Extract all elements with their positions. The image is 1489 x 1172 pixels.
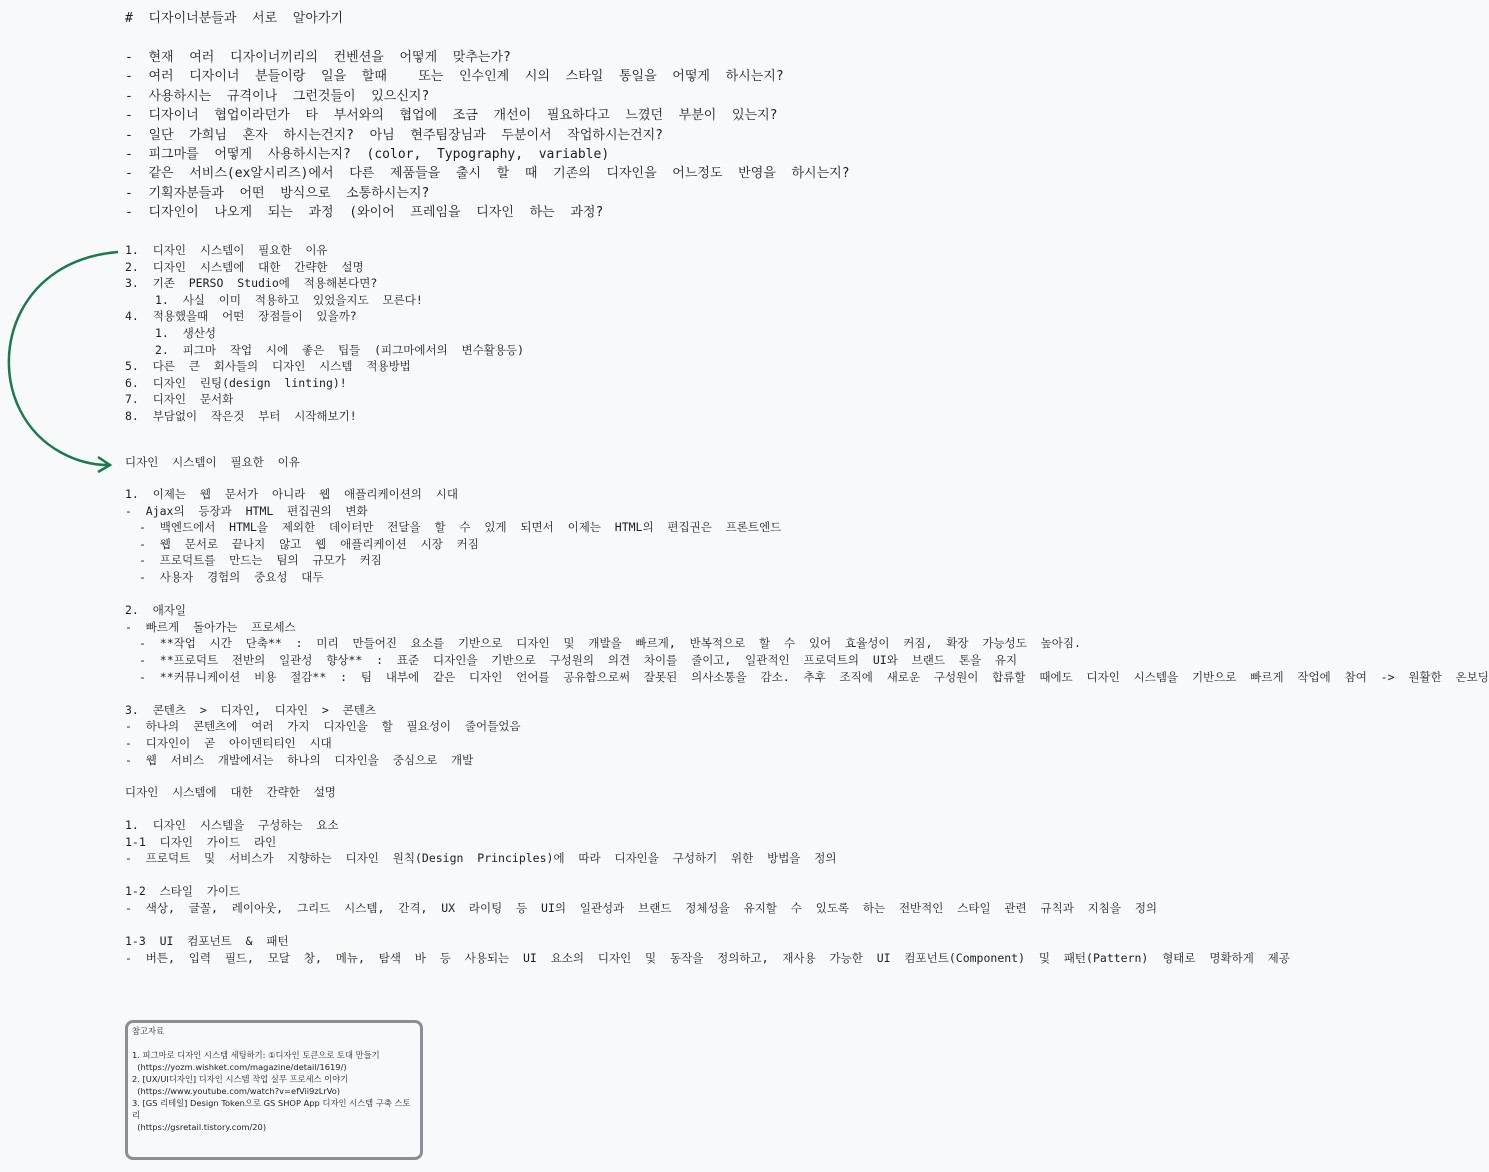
reason-item: - 백엔드에서 HTML을 제외한 데이터만 전달을 할 수 있게 되면서 이제는 HTML의 편집권은 프론트엔드 <box>139 520 782 535</box>
question-item: - 일단 가희님 혼자 하시는건지? 아님 현주팀장님과 두분이서 작업하시는건지? <box>125 127 664 143</box>
reference-item[interactable]: (https://www.youtube.com/watch?v=efVii9zLrVo) <box>132 1086 341 1096</box>
outline-item: 7. 디자인 문서화 <box>125 392 234 407</box>
reference-item[interactable]: (https://gsretail.tistory.com/20) <box>132 1122 267 1132</box>
reason-item: 3. 콘텐츠 > 디자인, 디자인 > 콘텐츠 <box>125 702 377 717</box>
description-item: - 버튼, 입력 필드, 모달 창, 메뉴, 탐색 바 등 사용되는 UI 요소의 디자인 및 동작을 정의하고, 재사용 가능한 UI 컴포넌트(Component) 및 패턴(Pattern) 형태로 명확하게 제공 <box>125 950 1290 965</box>
reason-item: - 하나의 콘텐츠에 여러 가지 디자인을 할 필요성이 줄어들었음 <box>125 719 521 734</box>
description-list <box>125 817 1290 966</box>
description-item: - 프로덕트 및 서비스가 지향하는 디자인 원칙(Design Principles)에 따라 디자인을 구성하기 위한 방법을 정의 <box>125 851 837 866</box>
reason-item: - Ajax의 등장과 HTML 편집권의 변화 <box>125 503 368 518</box>
question-item: - 디자이너 협업이라던가 타 부서와의 협업에 조금 개선이 필요하다고 느꼈던 부분이 있는지? <box>125 108 778 124</box>
reason-item: - **커뮤니케이션 비용 절감** : 팀 내부에 같은 디자인 언어를 공유함으로써 잘못된 의사소통을 감소. 추후 조직에 새로운 구성원이 합류할 때에도 디자인 시스템을 기반으로 빠르게 작업에 참여 -> 원활한 온보딩 <box>139 669 1489 684</box>
question-item: - 여러 디자이너 분들이랑 일을 할때 또는 인수인계 시의 스타일 통일을 어떻게 하시는지? <box>125 69 784 85</box>
description-item: 1-2 스타일 가이드 <box>125 884 241 899</box>
outline-item: 4. 적용했을때 어떤 장점들이 있을까? <box>125 309 357 324</box>
outline-item: 3. 기존 PERSO Studio에 적용해본다면? <box>125 276 378 291</box>
reason-item: 1. 이제는 웹 문서가 아니라 웹 애플리케이션의 시대 <box>125 487 458 501</box>
reference-item[interactable]: (https://yozm.wishket.com/magazine/detail/1619/) <box>132 1062 347 1072</box>
blank-line <box>125 586 1489 603</box>
outline-item: 5. 다른 큰 회사들의 디자인 시스템 적용방법 <box>125 359 411 374</box>
blank-line <box>125 867 1290 884</box>
question-item: - 기획자분들과 어떤 방식으로 소통하시는지? <box>125 185 430 201</box>
description-item: - 색상, 글꼴, 레이아웃, 그리드 시스템, 간격, UX 라이팅 등 UI의 일관성과 브랜드 정체성을 유지할 수 있도록 하는 전반적인 스타일 관련 규칙과 지침을 정의 <box>125 900 1158 915</box>
outline-item: 2. 디자인 시스템에 대한 간략한 설명 <box>125 259 364 274</box>
outline-item: 2. 피그마 작업 시에 좋은 팁들 (피그마에서의 변수활용등) <box>155 342 525 357</box>
reasons-list <box>125 486 1489 768</box>
reference-list <box>132 1049 416 1133</box>
outline-item: 6. 디자인 린팅(design linting)! <box>125 375 347 390</box>
reference-box <box>125 1020 423 1160</box>
outline-item: 8. 부담없이 작은것 부터 시작해보기! <box>125 408 357 423</box>
outline-item: 1. 사실 이미 적용하고 있었을지도 모른다! <box>155 292 423 307</box>
reference-title: 참고자료 <box>132 1026 165 1036</box>
reference-item: 1. 피그마로 디자인 시스템 세팅하기: ①디자인 토큰으로 토대 만들기 <box>132 1050 380 1060</box>
reference-item: 2. [UX/UI디자인] 디자인 시스템 작업 실무 프로세스 이야기 <box>132 1074 349 1084</box>
page-title: # 디자이너분들과 서로 알아가기 <box>125 11 344 26</box>
reason-item: - **작업 시간 단축** : 미리 만들어진 요소를 기반으로 디자인 및 개발을 빠르게, 반복적으로 할 수 있어 효율성이 커짐, 확장 가능성도 높아짐. <box>139 636 1081 651</box>
outline-item: 1. 생산성 <box>155 325 217 340</box>
description-heading: 디자인 시스템에 대한 간략한 설명 <box>125 785 336 799</box>
question-item: - 같은 서비스(ex알시리즈)에서 다른 제품들을 출시 할 때 기존의 디자인을 어느정도 반영을 하시는지? <box>125 166 850 182</box>
question-item: - 피그마를 어떻게 사용하시는지? (color, Typography, variable) <box>125 147 610 163</box>
outline-item: 1. 디자인 시스템이 필요한 이유 <box>125 243 328 257</box>
reason-item: 2. 애자일 <box>125 603 187 618</box>
reason-item: - **프로덕트 전반의 일관성 향상** : 표준 디자인을 기반으로 구성원의 의견 차이를 줄이고, 일관적인 프로덕트의 UI와 브랜드 톤을 유지 <box>139 652 1018 667</box>
description-item: 1. 디자인 시스템을 구성하는 요소 <box>125 818 339 832</box>
question-list <box>125 48 850 223</box>
reason-item: - 웹 서비스 개발에서는 하나의 디자인을 중심으로 개발 <box>125 752 474 767</box>
outline-list <box>125 242 524 425</box>
question-item: - 사용하시는 규격이나 그런것들이 있으신지? <box>125 88 430 104</box>
reason-item: - 빠르게 돌아가는 프로세스 <box>125 619 296 634</box>
reason-item: - 프로덕트를 만드는 팀의 규모가 커짐 <box>139 553 382 568</box>
reason-item: - 사용자 경험의 중요성 대두 <box>139 569 324 584</box>
blank-line <box>125 685 1489 702</box>
reason-item: - 디자인이 곧 아이덴티티인 시대 <box>125 735 332 750</box>
description-item: 1-1 디자인 가이드 라인 <box>125 834 277 849</box>
blank-line <box>125 917 1290 934</box>
question-item: - 현재 여러 디자이너끼리의 컨벤션을 어떻게 맞추는가? <box>125 50 511 65</box>
reasons-heading: 디자인 시스템이 필요한 이유 <box>125 455 300 469</box>
curved-arrow-icon <box>0 240 130 480</box>
description-item: 1-3 UI 컴포넌트 & 패턴 <box>125 934 289 949</box>
reason-item: - 웹 문서로 끝나지 않고 웹 애플리케이션 시장 커짐 <box>139 536 479 551</box>
question-item: - 디자인이 나오게 되는 과정 (와이어 프레임을 디자인 하는 과정? <box>125 205 604 221</box>
reference-item: 3. [GS 리테일] Design Token으로 GS SHOP App 디자인 시스템 구축 스토리 <box>132 1098 411 1120</box>
